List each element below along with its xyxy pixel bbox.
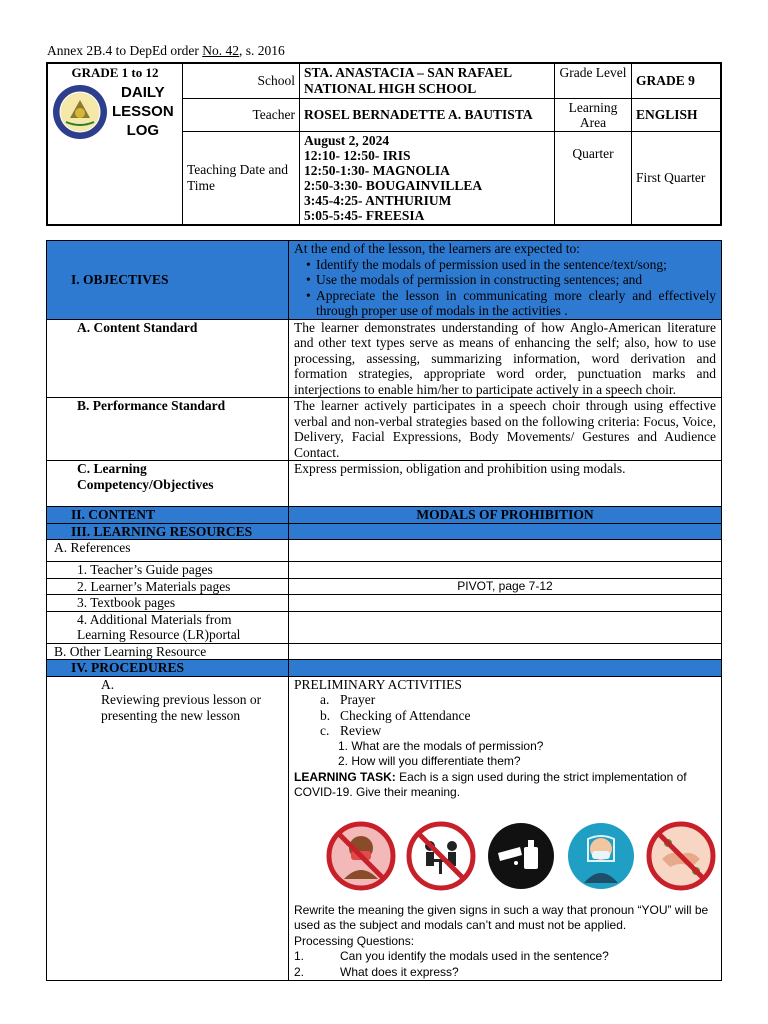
prelim-letter: b.	[320, 707, 331, 723]
learner-materials-value: PIVOT, page 7-12	[289, 578, 722, 595]
schedule-item: 12:50-1:30- MAGNOLIA	[304, 163, 450, 178]
other-resource-label: B. Other Learning Resource	[47, 643, 289, 660]
objective-item: • Appreciate the lesson in communicating more clearly and effectively through proper use of modals in the activities .	[316, 288, 716, 319]
pq-text: Can you identify the modals used in the sentence?	[340, 949, 609, 963]
logo-cell	[47, 63, 183, 225]
prelim-text: Checking of Attendance	[340, 707, 471, 723]
grade-level-value: GRADE 9	[632, 63, 722, 99]
processing-question	[294, 949, 716, 965]
learning-task-text: Each is a sign used during the strict implementation of COVID-19. Give their meaning.	[294, 769, 687, 799]
objectives-intro: At the end of the lesson, the learners are expected to:	[294, 241, 581, 256]
learning-task-label: LEARNING TASK:	[294, 769, 396, 784]
rewrite-instruction: Rewrite the meaning the given signs in such a way that pronoun “YOU” will be used as the subject and modals can’t and must not be applied.	[294, 902, 709, 932]
learning-resources-label: III. LEARNING RESOURCES	[47, 523, 289, 540]
additional-materials-value	[289, 611, 722, 643]
teacher-label: Teacher	[183, 99, 300, 132]
objective-item: • Use the modals of permission in constructing sentences; and	[316, 272, 716, 288]
pq-number: 2.	[294, 964, 305, 979]
no-handshake-sign-icon	[646, 821, 716, 891]
content-standard-label: A. Content Standard	[47, 319, 289, 398]
review-question: 2. How will you differentiate them?	[338, 754, 521, 768]
schedule-item: 3:45-4:25- ANTHURIUM	[304, 193, 452, 208]
competency-label: C. Learning Competency/Objectives	[47, 461, 289, 507]
no-unmasked-person-sign-icon	[326, 821, 396, 891]
pq-number: 1.	[294, 949, 305, 963]
textbook-value	[289, 595, 722, 612]
procedures-value	[289, 660, 722, 677]
learning-area-label: Learning Area	[555, 99, 632, 132]
teacher-guide-label: 1. Teacher’s Guide pages	[47, 562, 289, 579]
preliminary-list	[294, 692, 716, 739]
annex-suffix: , s. 2016	[238, 43, 285, 58]
schedule-item: 5:05-5:45- FREESIA	[304, 208, 425, 223]
prelim-letter: a.	[320, 692, 330, 707]
textbook-label: 3. Textbook pages	[47, 595, 289, 612]
covid-signs	[326, 821, 716, 891]
dll-line3: LOG	[126, 122, 160, 139]
face-shield-sign-icon	[566, 821, 636, 891]
learning-task	[294, 770, 716, 801]
annex-reference	[47, 43, 285, 59]
review-question: 1. What are the modals of permission?	[338, 738, 544, 753]
hand-sanitizer-sign-icon	[486, 821, 556, 891]
additional-materials-label: 4. Additional Materials from Learning Resource (LR)portal	[47, 611, 289, 643]
schedule-item: 2:50-3:30- BOUGAINVILLEA	[304, 178, 483, 193]
prelim-text: Review	[340, 723, 382, 738]
learner-materials-label: 2. Learner’s Materials pages	[47, 578, 289, 595]
procedure-a-number: A.	[101, 676, 115, 692]
processing-questions-label: Processing Questions:	[294, 933, 415, 948]
teacher-guide-value	[289, 562, 722, 579]
procedures-label: IV. PROCEDURES	[47, 660, 289, 677]
daily-lesson-log-title	[112, 83, 174, 140]
procedure-a-text: Reviewing previous lesson or presenting the new lesson	[101, 692, 262, 723]
other-resource-value	[289, 643, 722, 660]
schedule	[300, 132, 555, 226]
performance-standard-text: The learner actively participates in a speech choir through using effective verbal and non-verbal strategies based on the following criteria: Focus, Voice, Delivery, Facial Expressions, Body Movements/ Gestures and Audience Contact.	[289, 398, 722, 461]
deped-seal-icon	[52, 84, 108, 140]
content-standard-text: The learner demonstrates understanding of how Anglo-American literature and other text types serve as means of enhancing the self; also, how to use processing, assessing, summarizing information, word derivation and formation strategies, appropriate word order, punctuation marks and interjections to enable him/her to participate actively in a speech choir.	[289, 319, 722, 398]
content-label: II. CONTENT	[47, 507, 289, 524]
pq-text: What does it express?	[340, 964, 459, 979]
prelim-letter: c.	[320, 723, 330, 738]
objective-item: • Identify the modals of permission used in the sentence/text/song;	[316, 257, 716, 273]
grade-range: GRADE 1 to 12	[71, 65, 159, 80]
annex-prefix: Annex 2B.4 to DepEd order	[47, 43, 203, 58]
no-close-gathering-sign-icon	[406, 821, 476, 891]
competency-text: Express permission, obligation and prohibition using modals.	[289, 461, 722, 507]
objectives-list	[294, 257, 716, 319]
references-label: A. References	[47, 540, 289, 562]
prelim-text: Prayer	[340, 692, 376, 707]
procedure-a-content	[289, 676, 722, 981]
content-value: MODALS OF PROHIBITION	[289, 507, 722, 524]
school-value: STA. ANASTACIA – SAN RAFAEL NATIONAL HIGH SCHOOL	[300, 63, 555, 99]
objectives-cell	[289, 241, 722, 320]
objectives-label: I. OBJECTIVES	[47, 241, 289, 320]
learning-resources-value	[289, 523, 722, 540]
header-table	[46, 62, 722, 226]
procedure-a-label	[47, 676, 289, 981]
grade-level-label: Grade Level	[555, 63, 632, 99]
quarter-value: First Quarter	[632, 132, 722, 226]
prelim-item	[320, 723, 716, 739]
prelim-item	[320, 708, 716, 724]
school-label: School	[183, 63, 300, 99]
quarter-label: Quarter	[555, 132, 632, 226]
learning-area-value: ENGLISH	[632, 99, 722, 132]
lesson-table	[46, 240, 722, 981]
dll-line2: LESSON	[112, 103, 174, 120]
teacher-value: ROSEL BERNADETTE A. BAUTISTA	[300, 99, 555, 132]
preliminary-activities-heading: PRELIMINARY ACTIVITIES	[294, 676, 462, 692]
annex-order-no: No. 42	[202, 43, 239, 58]
prelim-item	[320, 692, 716, 708]
dll-line1: DAILY	[121, 84, 165, 101]
processing-questions	[294, 949, 716, 980]
references-value	[289, 540, 722, 562]
processing-question	[294, 965, 716, 981]
schedule-item: 12:10- 12:50- IRIS	[304, 148, 411, 163]
date-time-label: Teaching Date and Time	[183, 132, 300, 226]
performance-standard-label: B. Performance Standard	[47, 398, 289, 461]
schedule-date: August 2, 2024	[304, 133, 390, 148]
